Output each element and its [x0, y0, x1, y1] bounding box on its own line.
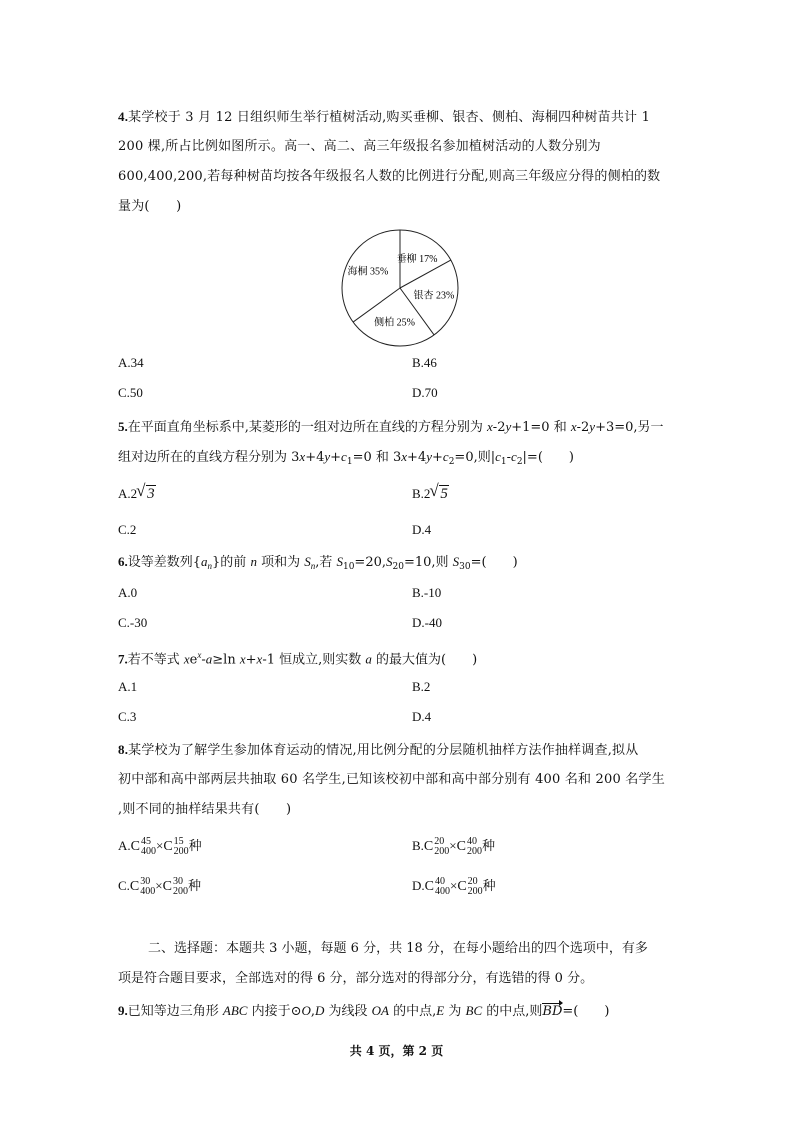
q4-line4: 量为( ) — [118, 199, 182, 214]
q5-option-c: C.2 — [118, 522, 137, 537]
q6-option-a: A.0 — [118, 585, 138, 600]
q8-option-d: D. C 40 400 × C 20 200 种 — [412, 876, 496, 897]
q4-option-a: A.34 — [118, 355, 144, 370]
q8-option-c: C. C 30 400 × C 30 200 种 — [118, 876, 201, 897]
q4-number: 4. — [118, 109, 129, 124]
q5-line1: 5.在平面直角坐标系中,某菱形的一组对边所在直线的方程分别为 x-2y+1=0 和 x-2y+3=0,另一 — [118, 419, 664, 435]
q4-line3: 600,400,200,若每种树苗均按各年级报名人数的比例进行分配,则高三年级应分得的侧柏的数 — [118, 169, 661, 184]
q4-option-c: C.50 — [118, 385, 143, 400]
q7-line1: 7.若不等式 $xe^x-a\ge\ln$ x+x-1 恒成立,则实数 a 的最大值为( ) — [118, 650, 478, 668]
q7-option-b: B.2 — [412, 679, 431, 694]
q7-option-a: A.1 — [118, 679, 138, 694]
q5-option-d: D.4 — [412, 522, 432, 537]
page-footer: 共 4 页，第 2 页 — [349, 1044, 444, 1058]
q6-option-b: B.-10 — [412, 585, 442, 600]
section2-line2: 项是符合题目要求，全部选对的得 6 分，部分选对的得部分分，有选错的得 0 分。 — [118, 971, 594, 986]
pie-label-2: 侧柏 25% — [374, 317, 415, 329]
q8-line1: 8.某学校为了解学生参加体育运动的情况,用比例分配的分层随机抽样方法作抽样调查,拟从 — [118, 742, 639, 758]
q9-line1: 9.已知等边三角形 ABC 内接于⊙O,D 为线段 OA 的中点,E 为 BC 的中点,则BD=( ) — [118, 1001, 609, 1022]
q6-option-c: C.-30 — [118, 615, 148, 630]
pie-label-1: 银杏 23% — [413, 290, 455, 302]
q8-line3: ,则不同的抽样结果共有( ) — [118, 802, 292, 817]
q7-option-d: D.4 — [412, 709, 432, 724]
q8-line2: 初中部和高中部两层共抽取 60 名学生,已知该校初中部和高中部分别有 400 名和 200 名学生 — [118, 772, 665, 787]
q9-number: 9. — [118, 1003, 128, 1018]
q6-option-d: D.-40 — [412, 615, 442, 630]
q7-number: 7. — [118, 651, 128, 667]
q4-line2: 200 棵,所占比例如图所示。高一、高二、高三年级报名参加植树活动的人数分别为 — [118, 139, 601, 154]
q4-line1: 4.某学校于 3 月 12 日组织师生举行植树活动,购买垂柳、银杏、侧柏、海桐四种树苗共计 1 — [118, 109, 651, 125]
q4-option-b: B.46 — [412, 355, 437, 370]
pie-label-0: 垂柳 17% — [396, 254, 438, 266]
q8-number: 8. — [118, 742, 129, 757]
q5-number: 5. — [118, 419, 128, 434]
q5-line2: 组对边所在的直线方程分别为 $3x+4y+c_1=0$ 和 $3x+4y+c_2=0$,则$|c_1-c_2|=$( ) — [118, 449, 574, 467]
q5-option-b: B.2√ 5 — [412, 484, 449, 504]
section2-line1: 二、选择题：本题共 3 小题，每题 6 分，共 18 分，在每小题给出的四个选项中，有多 — [148, 941, 648, 956]
pie-chart — [338, 226, 462, 350]
q5-option-a: A.2√ 3 — [118, 484, 156, 504]
q8-option-b: B. C 20 200 × C 40 200 种 — [412, 836, 495, 857]
q7-option-c: C.3 — [118, 709, 137, 724]
q4-option-d: D.70 — [412, 385, 438, 400]
pie-label-3: 海桐 35% — [347, 266, 389, 278]
q6-number: 6. — [118, 554, 128, 569]
q6-line1: 6.设等差数列$\{a_n\}$的前 n 项和为 $S_n$,若 $S_{10}=20,S_{20}=10$,则 $S_{30}=$( ) — [118, 554, 518, 572]
q8-option-a: A. C 45 400 × C 15 200 种 — [118, 836, 202, 857]
